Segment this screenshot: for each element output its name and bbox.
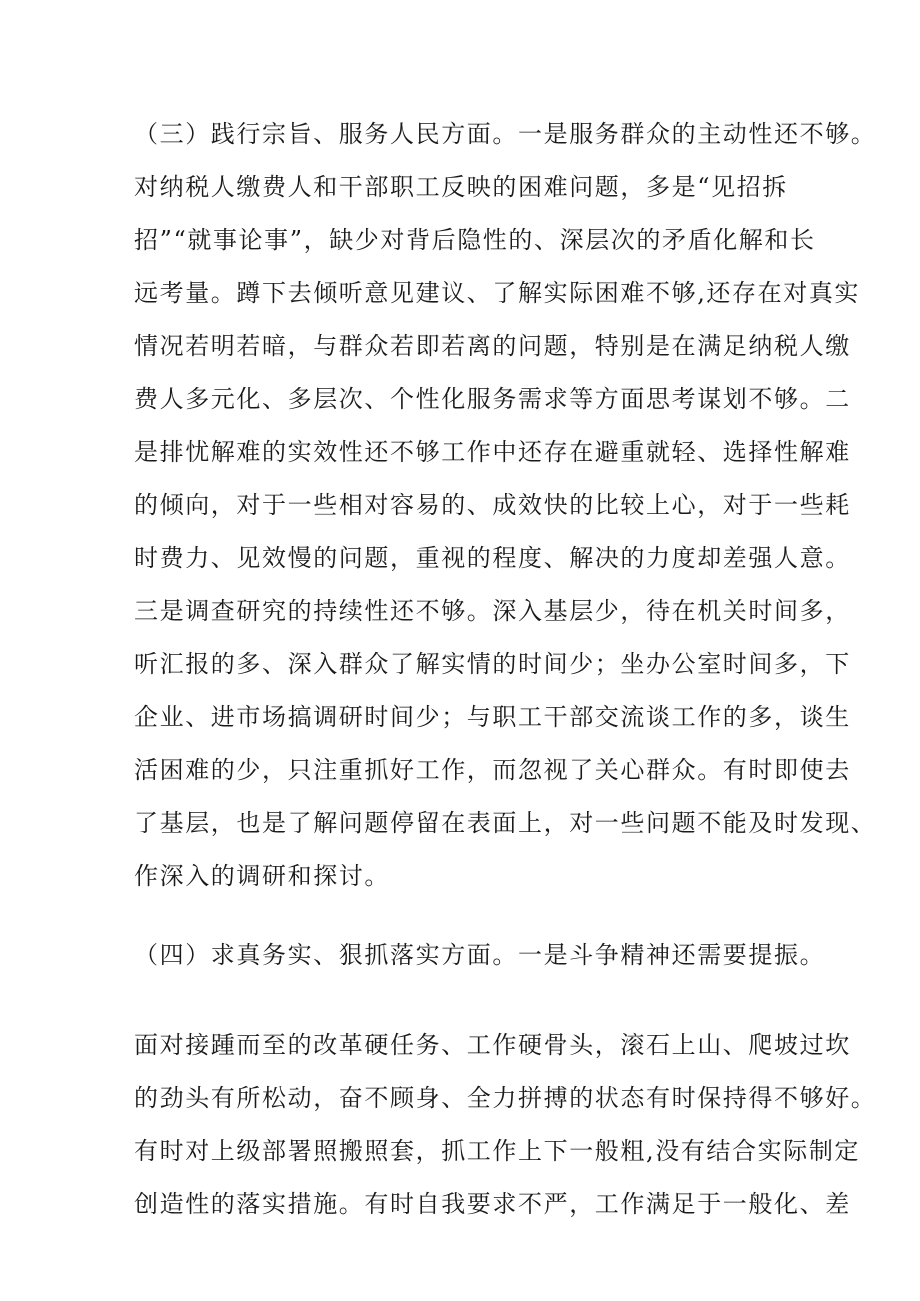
section-3-line: 的倾向，对于一些相对容易的、成效快的比较上心，对于一些耗 bbox=[134, 491, 851, 519]
section-4-line: 的劲头有所松动，奋不顾身、全力拼搏的状态有时保持得不够好。 bbox=[134, 1084, 877, 1112]
section-3-line: 三是调查研究的持续性还不够。深入基层少，待在机关时间多， bbox=[134, 597, 851, 625]
section-3-line: （三）践行宗旨、服务人民方面。一是服务群众的主动性还不够。 bbox=[134, 120, 877, 148]
section-3-line: 情况若明若暗，与群众若即若离的问题，特别是在满足纳税人缴 bbox=[134, 332, 851, 360]
section-3-line: 听汇报的多、深入群众了解实情的时间少；坐办公室时间多，下 bbox=[134, 650, 851, 678]
section-3-line: 招”“就事论事”，缺少对背后隐性的、深层次的矛盾化解和长 bbox=[134, 226, 816, 254]
section-4-heading: （四）求真务实、狠抓落实方面。一是斗争精神还需要提振。 bbox=[134, 941, 826, 969]
section-3-line: 时费力、见效慢的问题，重视的程度、解决的力度却差强人意。 bbox=[134, 544, 851, 572]
section-3-line: 作深入的调研和探讨。 bbox=[134, 862, 390, 890]
section-4-line: 面对接踵而至的改革硬任务、工作硬骨头，滚石上山、爬坡过坎 bbox=[134, 1031, 851, 1059]
section-3-line: 活困难的少，只注重抓好工作，而忽视了关心群众。有时即使去 bbox=[134, 756, 851, 784]
section-3-line: 对纳税人缴费人和干部职工反映的困难问题，多是“见招拆 bbox=[134, 173, 788, 201]
section-4-line: 创造性的落实措施。有时自我要求不严，工作满足于一般化、差 bbox=[134, 1190, 851, 1218]
section-4-line: 有时对上级部署照搬照套，抓工作上下一般粗,没有结合实际制定 bbox=[134, 1137, 861, 1165]
section-3-line: 远考量。蹲下去倾听意见建议、了解实际困难不够,还存在对真实 bbox=[134, 279, 861, 307]
section-3-line: 费人多元化、多层次、个性化服务需求等方面思考谋划不够。二 bbox=[134, 385, 851, 413]
section-3-line: 是排忧解难的实效性还不够工作中还存在避重就轻、选择性解难 bbox=[134, 438, 851, 466]
section-3-line: 了基层，也是了解问题停留在表面上，对一些问题不能及时发现、 bbox=[134, 809, 877, 837]
section-3-line: 企业、进市场搞调研时间少；与职工干部交流谈工作的多，谈生 bbox=[134, 703, 851, 731]
